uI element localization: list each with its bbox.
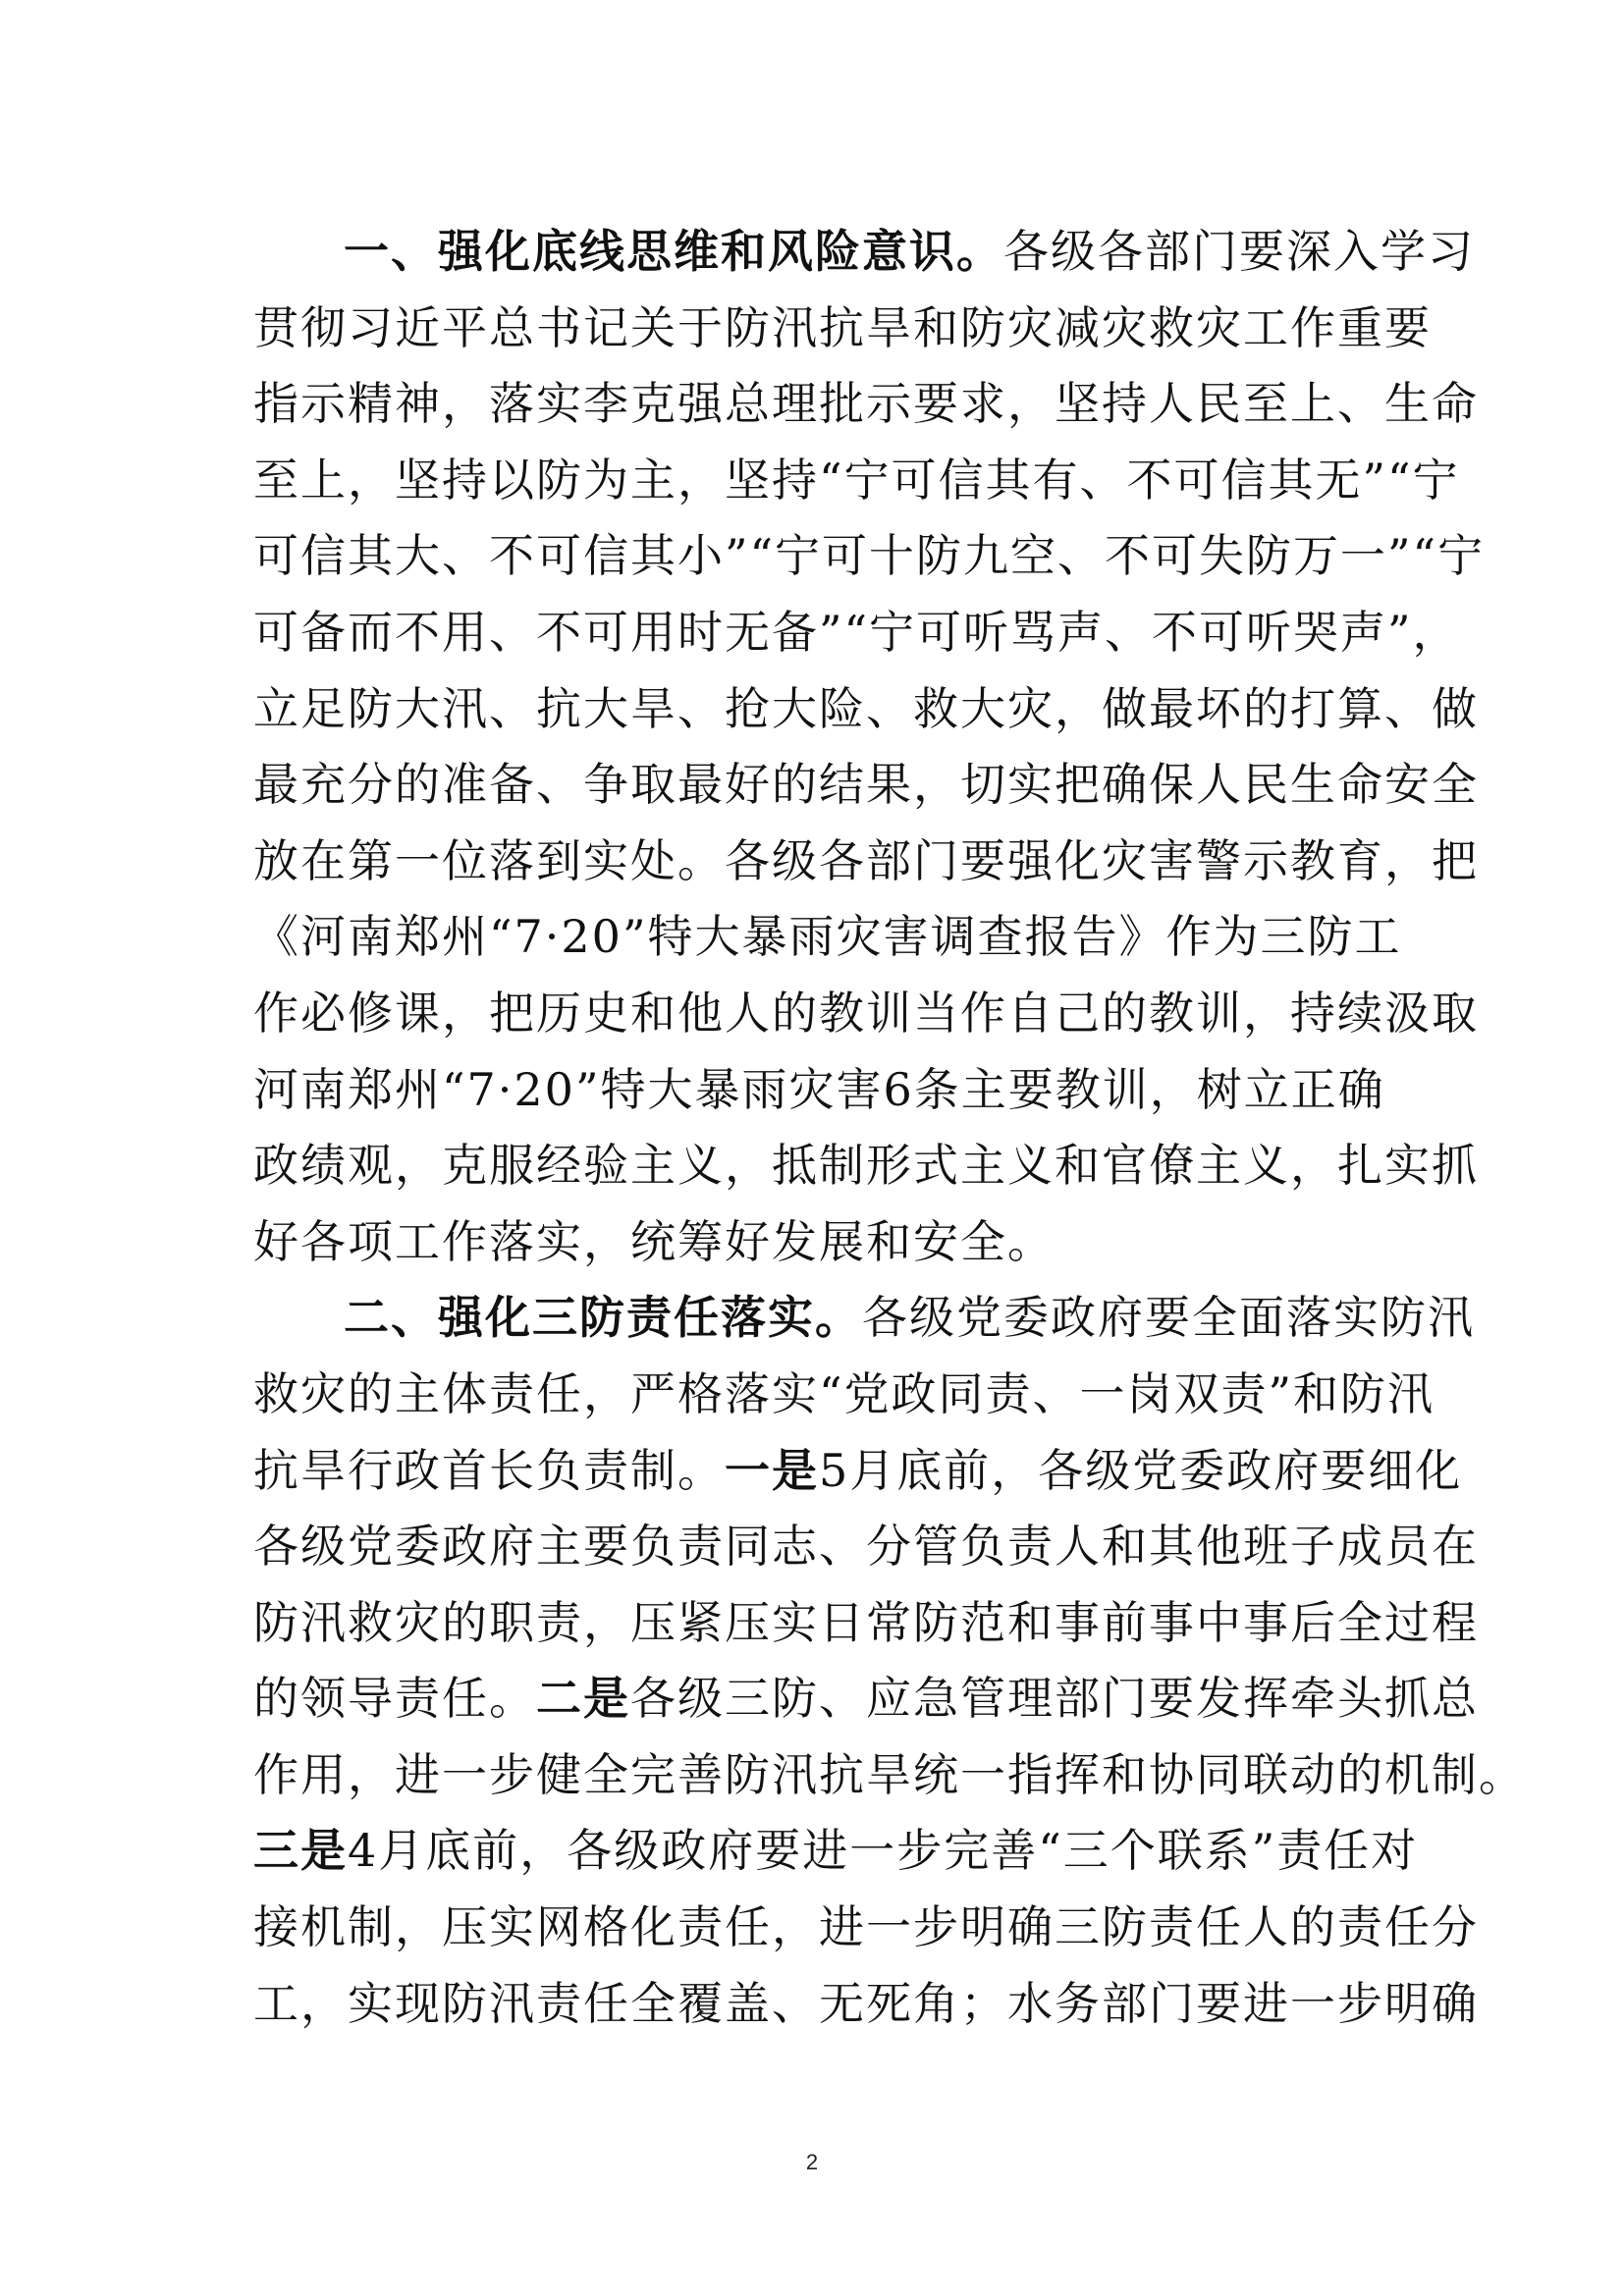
paragraph-line: 二、强化三防责任落实。各级党委政府要全面落实防汛 [344,1291,1475,1345]
paragraph-line: 作必修课，把历史和他人的教训当作自己的教训，持续汲取 [253,986,1479,1040]
paragraph-line: 作用，进一步健全完善防汛抗旱统一指挥和协同联动的机制。 [253,1747,1526,1801]
paragraph-line: 工，实现防汛责任全覆盖、无死角；水务部门要进一步明确 [253,1976,1479,2030]
section-heading: 二、强化三防责任落实。 [344,1291,862,1345]
page-number: 2 [805,2150,819,2174]
paragraph-line: 接机制，压实网格化责任，进一步明确三防责任人的责任分 [253,1900,1479,1954]
paragraph-line: 指示精神，落实李克强总理批示要求，坚持人民至上、生命 [253,377,1479,431]
paragraph-line: 立足防大汛、抗大旱、抢大险、救大灾，做最坏的打算、做 [253,681,1479,735]
point-marker: 一是 [725,1443,819,1497]
paragraph-line: 《河南郑州“7·20”特大暴雨灾害调查报告》作为三防工 [253,910,1402,964]
paragraph-line: 可信其大、不可信其小”“宁可十防九空、不可失防万一”“宁 [253,529,1486,583]
paragraph-line: 一、强化底线思维和风险意识。各级各部门要深入学习 [344,225,1475,278]
paragraph-line: 可备而不用、不可用时无备”“宁可听骂声、不可听哭声”， [253,605,1460,659]
point-marker: 三是 [253,1824,348,1878]
paragraph-line: 至上，坚持以防为主，坚持“宁可信其有、不可信其无”“宁 [253,453,1460,507]
point-marker: 二是 [536,1672,630,1726]
section-heading: 一、强化底线思维和风险意识。 [344,225,1003,278]
document-body [253,214,1526,2042]
paragraph-line: 贯彻习近平总书记关于防汛抗旱和防灾减灾救灾工作重要 [253,300,1432,354]
paragraph-line: 救灾的主体责任，严格落实“党政同责、一岗双责”和防汛 [253,1366,1435,1420]
paragraph-line: 防汛救灾的职责，压紧压实日常防范和事前事中事后全过程 [253,1595,1479,1649]
paragraph-line: 政绩观，克服经验主义，抵制形式主义和官僚主义，扎实抓 [253,1139,1479,1193]
paragraph-line: 三是4月底前，各级政府要进一步完善“三个联系”责任对 [253,1824,1419,1878]
paragraph-line: 放在第一位落到实处。各级各部门要强化灾害警示教育，把 [253,833,1479,887]
paragraph-line: 最充分的准备、争取最好的结果，切实把确保人民生命安全 [253,758,1479,812]
paragraph-line: 好各项工作落实，统筹好发展和安全。 [253,1214,1055,1268]
paragraph-line: 河南郑州“7·20”特大暴雨灾害6条主要教训，树立正确 [253,1062,1385,1116]
paragraph-line: 各级党委政府主要负责同志、分管负责人和其他班子成员在 [253,1520,1479,1574]
paragraph-line: 抗旱行政首长负责制。一是5月底前，各级党委政府要细化 [253,1443,1463,1497]
paragraph-line: 的领导责任。二是各级三防、应急管理部门要发挥牵头抓总 [253,1672,1479,1726]
